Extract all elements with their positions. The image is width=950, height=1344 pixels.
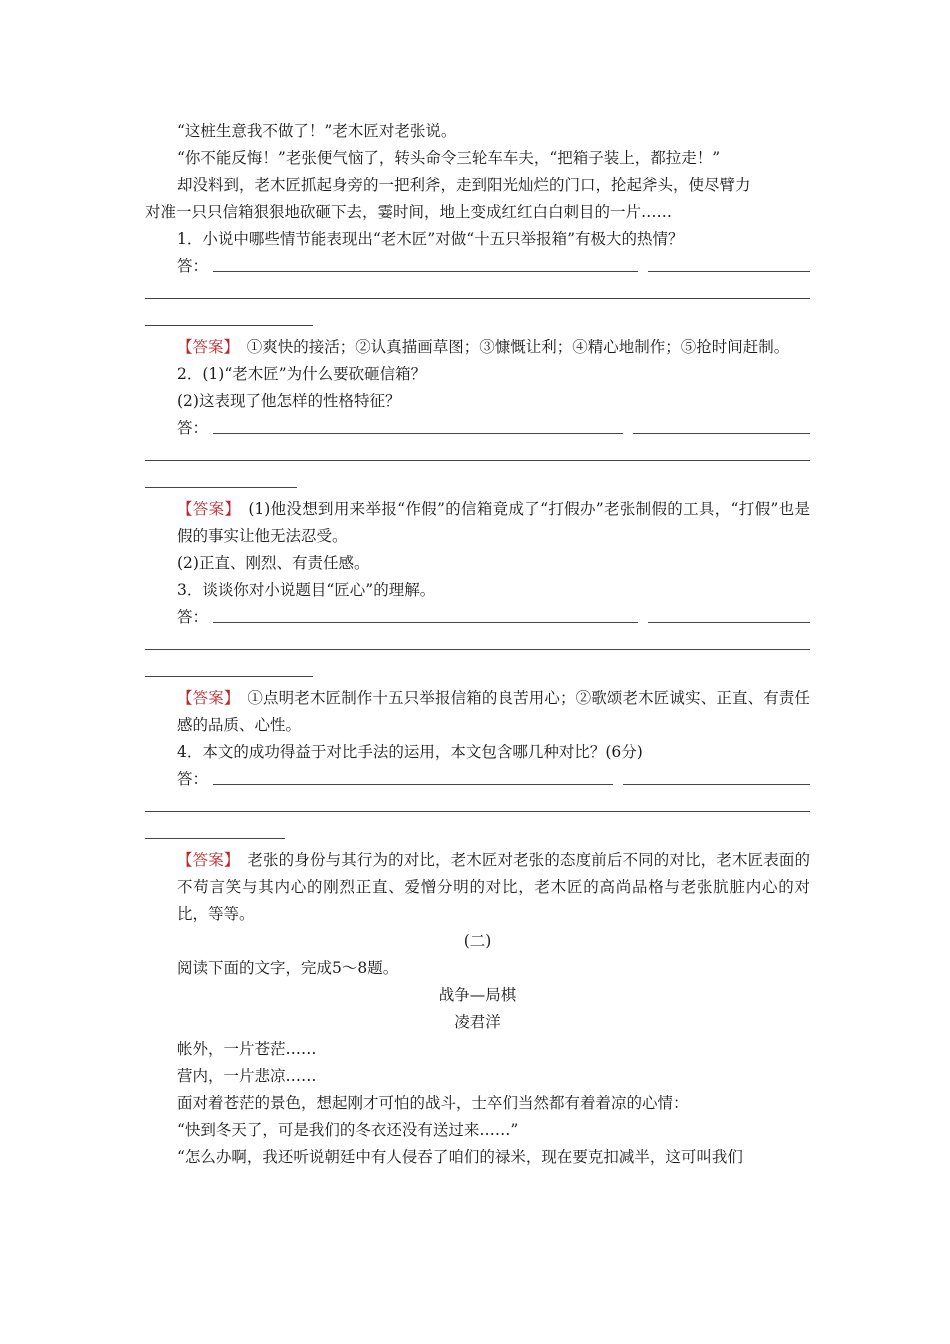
answer-line-3b xyxy=(145,631,810,658)
answer-line-1c xyxy=(145,307,810,334)
story-author: 凌君洋 xyxy=(454,1013,501,1031)
answer-prefix: 答： xyxy=(177,257,209,275)
answer-blank xyxy=(213,784,613,785)
answer-2 xyxy=(145,496,810,550)
answer-1-text: ①爽快的接活；②认真描画草图；③慷慨让利；④精心地制作；⑤抢时间赶制。 xyxy=(246,338,790,356)
answer-line-2b xyxy=(145,442,810,469)
answer-tag: 【答案】 xyxy=(177,338,232,356)
story-line-2: 营内，一片悲凉…… xyxy=(177,1067,317,1085)
answer-blank xyxy=(145,325,313,326)
answer-1 xyxy=(145,334,810,361)
answer-line-1b xyxy=(145,280,810,307)
story-paragraph-2: “你不能反悔！”老张便气恼了，转头命令三轮车车夫，“把箱子装上，都拉走！” xyxy=(177,149,721,167)
answer-line-2c xyxy=(145,469,810,496)
answer-line-4b xyxy=(145,793,810,820)
answer-3 xyxy=(145,685,810,739)
answer-prefix: 答： xyxy=(177,608,209,626)
answer-blank xyxy=(145,838,285,839)
section-heading: (二) xyxy=(463,932,492,950)
answer-line-3 xyxy=(145,604,810,631)
answer-line-3c xyxy=(145,658,810,685)
answer-4 xyxy=(145,847,810,928)
answer-blank xyxy=(145,811,810,812)
answer-blank xyxy=(623,784,810,785)
answer-blank xyxy=(145,487,297,488)
answer-tag: 【答案】 xyxy=(177,851,232,869)
answer-blank xyxy=(145,298,810,299)
answer-2-text: (1)他没想到用来举报“作假”的信箱竟成了“打假办”老张制假的工具，“打假”也是假的事实让他无法忍受。 xyxy=(177,500,810,545)
answer-blank xyxy=(633,433,810,434)
question-4: 4．本文的成功得益于对比手法的运用，本文包含哪几种对比？(6分) xyxy=(177,743,643,761)
answer-3-text: ①点明老木匠制作十五只举报信箱的良苦用心；②歌颂老木匠诚实、正直、有责任感的品质、心性。 xyxy=(177,689,810,734)
answer-blank xyxy=(648,622,810,623)
answer-line-4 xyxy=(145,766,810,793)
answer-line-4c xyxy=(145,820,810,847)
answer-blank xyxy=(213,433,623,434)
story-line-3: 面对着苍茫的景色，想起刚才可怕的战斗，士卒们当然都有着着凉的心情： xyxy=(177,1094,689,1112)
answer-line-1 xyxy=(145,253,810,280)
answer-blank xyxy=(145,460,810,461)
answer-tag: 【答案】 xyxy=(177,500,233,518)
question-2-part-2: (2)这表现了他怎样的性格特征？ xyxy=(177,392,401,410)
story-title: 战争—局棋 xyxy=(438,986,517,1004)
story-line-1: 帐外，一片苍茫…… xyxy=(177,1040,317,1058)
story-paragraph-3-line-1: 却没料到，老木匠抓起身旁的一把利斧，走到阳光灿烂的门口，抡起斧头，使尽臂力 xyxy=(177,176,751,194)
story-line-5: “怎么办啊，我还听说朝廷中有人侵吞了咱们的禄米，现在要克扣减半，这可叫我们 xyxy=(177,1148,743,1166)
question-2-part-1: 2．(1)“老木匠”为什么要砍砸信箱？ xyxy=(177,365,427,383)
story-paragraph-1: “这桩生意我不做了！”老木匠对老张说。 xyxy=(177,122,457,140)
answer-blank xyxy=(145,676,313,677)
question-1: 1．小说中哪些情节能表现出“老木匠”对做“十五只举报箱”有极大的热情？ xyxy=(177,230,684,248)
answer-blank xyxy=(213,622,638,623)
document-page xyxy=(145,118,810,1171)
question-3: 3．谈谈你对小说题目“匠心”的理解。 xyxy=(177,581,436,599)
answer-blank xyxy=(213,271,638,272)
story-paragraph-3-line-2: 对准一只只信箱狠狠地砍砸下去，霎时间，地上变成红红白白刺目的一片…… xyxy=(145,203,673,221)
answer-prefix: 答： xyxy=(177,419,209,437)
answer-4-text: 老张的身份与其行为的对比，老木匠对老张的态度前后不同的对比，老木匠表面的不苟言笑与其内心的刚烈正直、爱憎分明的对比，老木匠的高尚品格与老张肮脏内心的对比，等等。 xyxy=(177,851,810,923)
section-instruction: 阅读下面的文字，完成5～8题。 xyxy=(177,959,399,977)
answer-2-part-2: (2)正直、刚烈、有责任感。 xyxy=(177,554,370,572)
story-line-4: “快到冬天了，可是我们的冬衣还没有送过来……” xyxy=(177,1121,519,1139)
answer-blank xyxy=(145,649,810,650)
answer-blank xyxy=(648,271,810,272)
answer-line-2 xyxy=(145,415,810,442)
answer-prefix: 答： xyxy=(177,770,209,788)
answer-tag: 【答案】 xyxy=(177,689,232,707)
